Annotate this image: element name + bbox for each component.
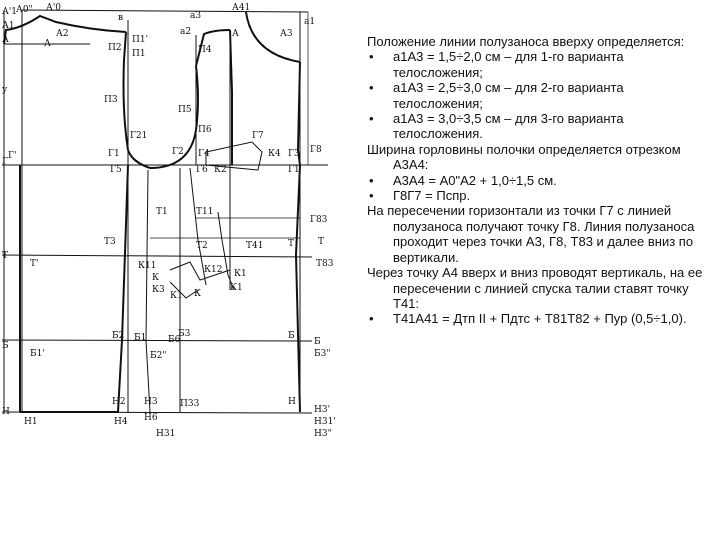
label-g7: Г7 <box>252 131 264 141</box>
point-labels <box>2 3 336 439</box>
label-g: Г <box>2 157 8 167</box>
label-b2: Б2 <box>112 331 125 341</box>
label-b3: Б3 <box>178 329 191 339</box>
label-n6: Н6 <box>144 413 158 423</box>
label-g5: Г5 <box>110 165 122 175</box>
label-b6: Б6 <box>168 335 181 345</box>
label-g8: Г8 <box>310 145 322 155</box>
label-n4: Н4 <box>114 417 128 427</box>
explanation-text <box>367 34 712 327</box>
label-a0p: А'0 <box>46 3 62 13</box>
pattern-drawing <box>0 0 358 440</box>
label-n-r: Н <box>288 397 296 407</box>
label-top-v: в <box>118 13 124 23</box>
bullet-4: • А3А4 = А0"А2 + 1,0÷1,5 см. <box>367 173 712 188</box>
label-a1p: А'1 <box>2 7 18 17</box>
label-a3: а3 <box>190 11 202 21</box>
label-k-low: К <box>194 289 201 299</box>
label-g1p: Г' <box>8 151 17 161</box>
para-4: Через точку А4 вверх и вниз проводят вертикаль, на ее пересечении с линией спуска талии ставят точку Т41: <box>367 265 703 311</box>
label-a1r: а1 <box>304 17 316 27</box>
label-p6: П6 <box>198 125 212 135</box>
label-p1: П1 <box>132 49 146 59</box>
label-a41: А41 <box>232 3 251 13</box>
label-k1: К1 <box>234 269 247 279</box>
label-n3p: Н3' <box>314 405 331 415</box>
label-p2: П2 <box>108 43 122 53</box>
label-a3r: А3 <box>280 29 293 39</box>
bullet-3: • а1А3 = 3,0÷3,5 см – для 3-го варианта телосложения. <box>367 111 712 142</box>
label-n-left: Н <box>2 407 10 417</box>
label-t41: Т41 <box>246 241 264 251</box>
label-a2b: а2 <box>180 27 192 37</box>
label-p5: П5 <box>178 105 192 115</box>
label-b: Б <box>288 331 295 341</box>
label-g1: Г1 <box>108 149 120 159</box>
label-k11: К11 <box>138 261 157 271</box>
bullet-2: • а1А3 = 2,5÷3,0 см – для 2-го варианта телосложения; <box>367 80 712 111</box>
front-piece-outline <box>170 12 300 412</box>
label-t11: Т11 <box>196 207 214 217</box>
label-k4: К4 <box>268 149 281 159</box>
label-k12: К12 <box>204 265 223 275</box>
label-g83: Г83 <box>310 215 328 225</box>
label-a1: А1 <box>2 21 15 31</box>
label-b3pp: Б3" <box>314 349 331 359</box>
label-k3: К3 <box>152 285 165 295</box>
label-n1: Н1 <box>24 417 38 427</box>
label-g2: Г2 <box>172 147 184 157</box>
label-a-mid: А <box>44 39 51 49</box>
label-a2: А2 <box>56 29 69 39</box>
para-3: На пересечении горизонтали из точки Г7 с линией полузаноса получают точку Г8. Линия полузаноса проходит через точки А3, Г8, Т83 и далее вниз по вертикали. <box>367 203 695 265</box>
label-p4: П4 <box>198 45 212 55</box>
bullet-1: • а1А3 = 1,5÷2,0 см – для 1-го варианта телосложения; <box>367 49 712 80</box>
label-t-right: Т <box>318 237 325 247</box>
label-g3: Г3 <box>288 149 300 159</box>
para-2: Ширина горловины полочки определяется отрезком А3А4: <box>367 141 681 173</box>
label-a: А <box>2 35 9 45</box>
label-t: Т <box>2 251 9 261</box>
bullet-6: • Т41А41 = Дтп II + Пдтс + Т81Т82 + Пур (0,5÷1,0). <box>367 311 712 326</box>
label-y: у <box>2 85 8 95</box>
label-b2p: Б2" <box>150 351 167 361</box>
label-t3: Т3 <box>104 237 116 247</box>
para-1: Положение линии полузаноса вверху определяется: <box>367 34 685 49</box>
label-t1: Т1 <box>156 207 168 217</box>
label-n3: Н3 <box>144 397 158 407</box>
label-p1p: П1' <box>132 35 149 45</box>
label-n3pp: Н3" <box>314 429 332 439</box>
label-n31: Н31 <box>156 429 176 439</box>
label-g4: Г4 <box>198 149 210 159</box>
label-p3: П3 <box>104 95 118 105</box>
label-a-r: А <box>232 29 239 39</box>
label-k: К <box>152 273 159 283</box>
label-a0pp: А0" <box>16 5 33 15</box>
label-g6: Г6 <box>196 165 208 175</box>
label-p33: П33 <box>180 399 200 409</box>
label-t-mid: Т <box>288 239 295 249</box>
label-t2: Т2 <box>196 241 208 251</box>
label-b1: Б1 <box>134 333 147 343</box>
label-n2: Н2 <box>112 397 126 407</box>
label-t83: Т83 <box>316 259 334 269</box>
label-b-left: Б <box>2 341 9 351</box>
bullet-5: • Г8Г7 = Пспр. <box>367 188 712 203</box>
label-k1c: К1 <box>170 291 183 301</box>
label-n31p: Н31' <box>314 417 336 427</box>
label-k2: К2 <box>214 165 227 175</box>
label-k1b: К1 <box>230 283 243 293</box>
label-t1p: Т' <box>30 259 39 269</box>
label-b1p: Б1' <box>30 349 45 359</box>
label-b-r: Б <box>314 337 321 347</box>
label-g21: Г21 <box>130 131 148 141</box>
armhole-curve <box>150 30 230 168</box>
label-g1b: Г1 <box>288 165 300 175</box>
